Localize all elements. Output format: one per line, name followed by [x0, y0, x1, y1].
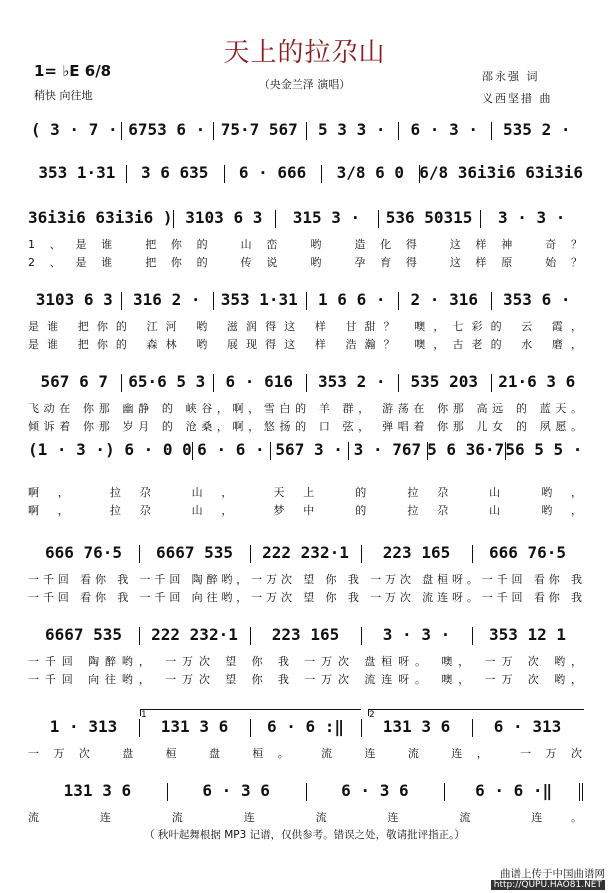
notation-row [28, 440, 583, 459]
measure: 353 1·31 [38, 163, 116, 182]
measure: 316 2 · [121, 290, 214, 309]
measure: 3 · 767 [348, 440, 426, 459]
measure: 5 6 36·7 [427, 440, 505, 459]
measure: 131 3 6 [361, 717, 472, 736]
measure: 666 76·5 [472, 543, 583, 562]
measure: 535 203 [398, 372, 491, 391]
measure: 6667 535 [44, 625, 123, 644]
lyric-line: 飞动在 你那 幽静 的 峡谷，啊，雪白的 羊 群， 游荡在 你那 高远 的 蓝天。 [28, 402, 583, 415]
lyric-line: 流 连 流 连 流 连 流 连。 [28, 811, 583, 824]
singer-credit: （央金兰泽 演唱） [258, 78, 351, 91]
notation-row [28, 290, 583, 309]
key-signature: 1= ♭E 6/8 [34, 62, 112, 80]
tempo-marking: 稍快 向往地 [34, 89, 93, 102]
lyric-line: 2、是谁 把你的 传说 哟 孕育得 这样原 始？ [28, 256, 583, 269]
measure: 535 2 · [491, 120, 584, 139]
lyricist-credit: 邵永强 词 [482, 70, 540, 83]
measure: 3103 6 3 [35, 290, 113, 309]
lyric-line: 一千回 看你 我 一千回 向往哟，一万次 望 你 我 一万次 流连呀。一千回 看你 我 [28, 591, 583, 604]
measure: 353 6 · [491, 290, 584, 309]
notation-row [28, 120, 583, 139]
notation-row [28, 717, 583, 736]
measure: 5 3 3 · [306, 120, 399, 139]
lyric-line: 1、是谁 把你的 山峦 哟 造化得 这样神 奇？ [28, 238, 583, 251]
measure: 315 3 · [275, 208, 378, 227]
measure: 3/8 6 0 [321, 163, 419, 182]
measure: 56 5 5 · [505, 440, 583, 459]
measure: 36i3i6 63i3i6 ) [28, 208, 173, 227]
measure: 222 232·1 [250, 543, 361, 562]
measure: 6 · 616 [213, 372, 306, 391]
measure: 131 3 6 [139, 717, 250, 736]
lyric-line: 是谁 把你的 森林 哟 展现得这 样 浩瀚？ 噢，古老的 水 磨， [28, 338, 583, 351]
measure: 3 · 3 · [480, 208, 583, 227]
watermark-url: http://QUPU.HAO81.NET [491, 880, 605, 890]
measure: 2 · 316 [398, 290, 491, 309]
measure: 3 · 3 · [361, 625, 472, 644]
measure: 3 6 635 [126, 163, 224, 182]
first-ending-bracket: 1 [140, 709, 361, 716]
measure: 6 · 3 6 [306, 781, 445, 800]
transcriber-note: （ 秋叶起舞根据 MP3 记谱，仅供参考。错误之处，敬请批评指正。） [144, 829, 465, 841]
lyric-line: 啊， 拉尕 山， 梦中 的 拉尕 山 哟， [28, 504, 583, 517]
measure: 222 232·1 [139, 625, 250, 644]
lyric-line: 一万次 盘 桓 盘 桓。 流 连 流 连， 一万次 [28, 747, 583, 760]
measure: ( 3 · 7 · [30, 120, 118, 139]
watermark-text: 曲谱上传于中国曲谱网 [500, 868, 605, 880]
song-title: 天上的拉尕山 [223, 38, 386, 68]
lyric-line: 倾诉着 你那 岁月 的 沧桑，啊，悠扬的 口 弦， 弹唱着 你那 儿女 的 夙愿。 [28, 420, 583, 433]
measure: 1 · 313 [49, 717, 118, 736]
measure: 353 1·31 [213, 290, 306, 309]
measure: 6 · 313 [472, 717, 583, 736]
lyric-line: 一千回 向往哟， 一万次 望 你 我 一万次 流连呀。 噢， 一万 次 哟， [28, 673, 583, 686]
measure: 6 · 3 6 [167, 781, 306, 800]
notation-row [28, 543, 583, 562]
measure: 353 12 1 [472, 625, 583, 644]
measure: 567 3 · [270, 440, 348, 459]
notation-row [28, 163, 583, 182]
notation-row [28, 372, 583, 391]
measure: (1 · 3 ·) 6 · 0 0 [28, 440, 192, 459]
measure: 223 165 [361, 543, 472, 562]
measure: 6753 6 · [121, 120, 214, 139]
measure: 21·6 3 6 [491, 372, 584, 391]
lyric-line: 是谁 把你的 江河 哟 滋润得这 样 甘甜？ 噢，七彩的 云 霞， [28, 320, 583, 333]
lyric-line: 一千回 陶醉哟， 一万次 望 你 我 一万次 盘桓呀。 噢， 一万 次 哟， [28, 655, 583, 668]
measure: 131 3 6 [63, 781, 132, 800]
measure: 6 · 666 [224, 163, 322, 182]
measure: 65·6 5 3 [121, 372, 214, 391]
measure: 6 · 6 · [192, 440, 270, 459]
measure: 1 6 6 · [306, 290, 399, 309]
measure: 6 · 6 ·‖ [444, 781, 583, 800]
composer-credit: 义西坚措 曲 [482, 92, 553, 105]
measure: 6 · 3 · [398, 120, 491, 139]
notation-row [28, 625, 583, 644]
notation-row [28, 781, 583, 800]
measure: 536 50315 [378, 208, 481, 227]
lyric-line: 一千回 看你 我 一千回 陶醉哟，一万次 望 你 我 一万次 盘桓呀。一千回 看你 我 [28, 573, 583, 586]
measure: 3103 6 3 [173, 208, 276, 227]
measure: 6 · 6 :‖ [250, 717, 361, 736]
measure: 567 6 7 [40, 372, 108, 391]
second-ending-bracket: 2 [368, 709, 584, 716]
lyric-line: 啊， 拉尕 山， 天上 的 拉尕 山 哟， [28, 486, 583, 499]
measure: 223 165 [250, 625, 361, 644]
measure: 666 76·5 [44, 543, 123, 562]
measure: 75·7 567 [213, 120, 306, 139]
measure: 353 2 · [306, 372, 399, 391]
measure: 6667 535 [139, 543, 250, 562]
notation-row [28, 208, 583, 227]
measure: 6/8 36i3i6 63i3i6 [419, 163, 584, 182]
